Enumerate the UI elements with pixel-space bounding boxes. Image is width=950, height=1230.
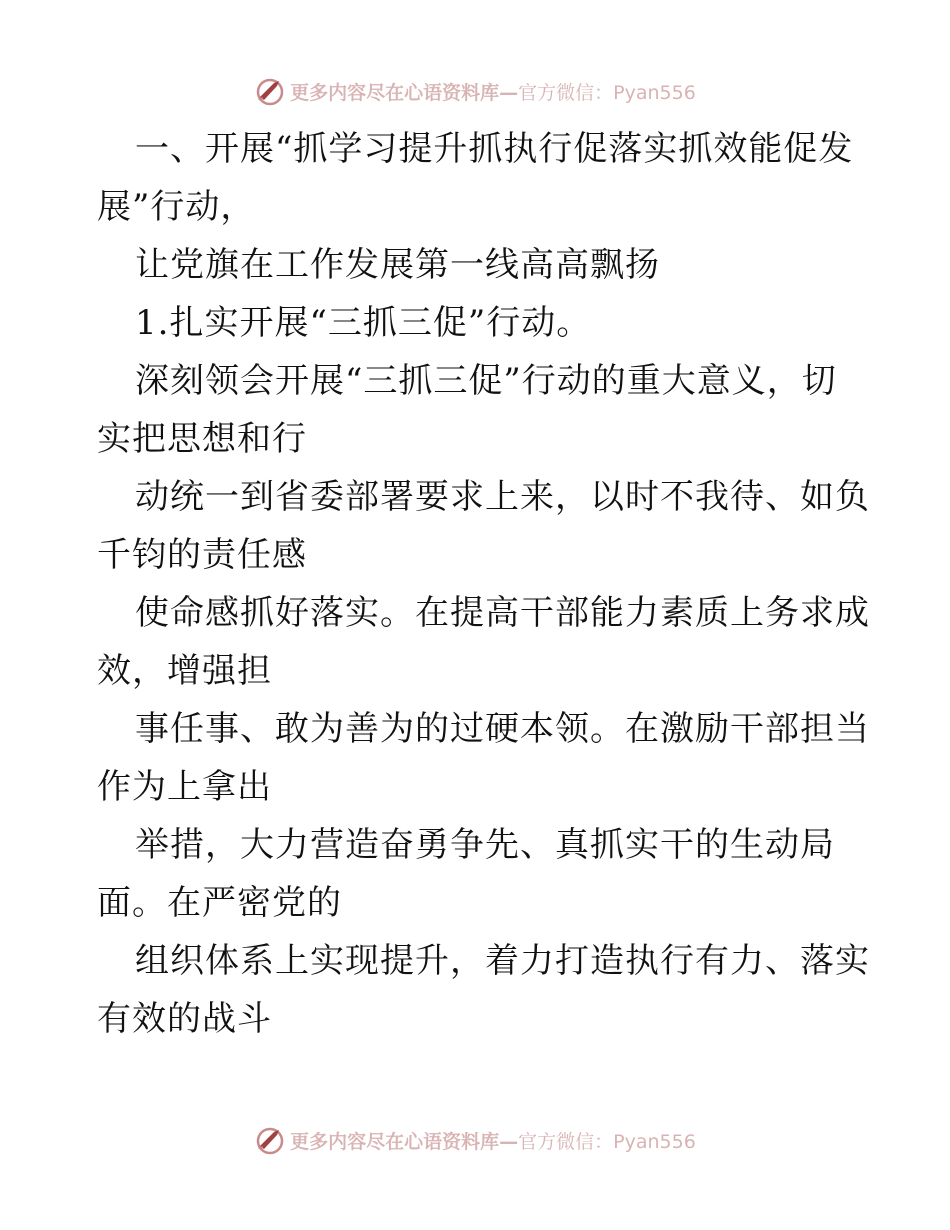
brush-circle-logo-icon (254, 75, 286, 107)
paragraph-line: 面。在严密党的 (97, 883, 342, 923)
paragraph-line: 让党旗在工作发展第一线高高飘扬 (135, 245, 660, 285)
paragraph-line: 有效的战斗 (97, 999, 272, 1039)
banner-wechat-text: 官方微信：Pyan556 (518, 81, 696, 104)
header-banner (0, 71, 950, 111)
paragraph-line: 深刻领会开展“三抓三促”行动的重大意义，切 (135, 361, 837, 401)
banner-text (290, 1127, 696, 1154)
paragraph-line: 效，增强担 (97, 651, 272, 691)
paragraph-line: 动统一到省委部署要求上来，以时不我待、如负 (135, 477, 870, 517)
banner-text (290, 78, 696, 105)
paragraph-line: 1.扎实开展“三抓三促”行动。 (135, 303, 592, 343)
paragraph-line: 实把思想和行 (97, 419, 307, 459)
banner-dash: — (499, 81, 519, 104)
paragraph-line: 一、开展“抓学习提升抓执行促落实抓效能促发 (135, 129, 854, 169)
brush-circle-logo-icon (254, 1124, 286, 1156)
banner-wechat-text: 官方微信：Pyan556 (518, 1130, 696, 1153)
paragraph-line: 事任事、敢为善为的过硬本领。在激励干部担当 (135, 709, 870, 749)
paragraph-line: 千钧的责任感 (97, 535, 307, 575)
paragraph-line: 展”行动， (97, 187, 256, 227)
paragraph-line: 使命感抓好落实。在提高干部能力素质上务求成 (135, 593, 870, 633)
paragraph-line: 举措，大力营造奋勇争先、真抓实干的生动局 (135, 825, 835, 865)
paragraph-line: 组织体系上实现提升，着力打造执行有力、落实 (135, 941, 870, 981)
banner-main-text: 更多内容尽在心语资料库 (290, 81, 500, 104)
document-body (97, 120, 870, 1048)
footer-banner (0, 1120, 950, 1160)
banner-dash: — (499, 1130, 519, 1153)
paragraph-line: 作为上拿出 (97, 767, 272, 807)
banner-main-text: 更多内容尽在心语资料库 (290, 1130, 500, 1153)
